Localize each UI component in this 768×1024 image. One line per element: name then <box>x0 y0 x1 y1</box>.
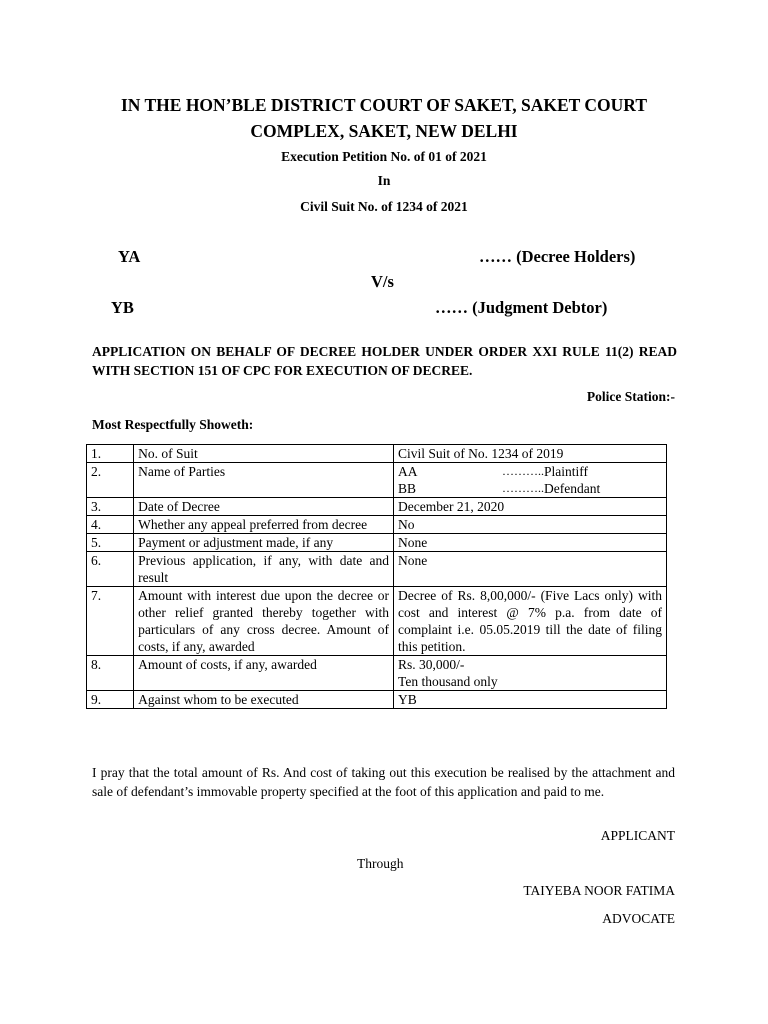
table-row <box>87 445 667 463</box>
party-entry <box>398 480 662 497</box>
court-title-line1: IN THE HON’BLE DISTRICT COURT OF SAKET, SAKET COURT <box>120 95 647 115</box>
versus-label: V/s <box>371 272 394 291</box>
row-number: 6. <box>87 552 134 587</box>
civil-suit-number: Civil Suit No. of 1234 of 2021 <box>300 199 468 214</box>
prayer-paragraph: I pray that the total amount of Rs. And cost of taking out this execution be realised by the attachment and sale of defendant’s immovable property specified at the foot of this application and paid to me. <box>92 765 675 799</box>
row-value: None <box>394 552 667 587</box>
row-label: Date of Decree <box>134 498 394 516</box>
court-title-line2: COMPLEX, SAKET, NEW DELHI <box>250 121 518 141</box>
party-name: BB <box>398 481 417 496</box>
advocate-name: TAIYEBA NOOR FATIMA <box>523 883 675 898</box>
application-heading: APPLICATION ON BEHALF OF DECREE HOLDER UNDER ORDER XXI RULE 11(2) READ WITH SECTION 151 OF CPC FOR EXECUTION OF DECREE. <box>92 344 677 378</box>
table-row <box>87 534 667 552</box>
table-row <box>87 516 667 534</box>
row-number: 8. <box>87 656 134 691</box>
costs-amount-words: Ten thousand only <box>398 674 498 689</box>
party-role: Defendant <box>544 481 601 496</box>
row-value: No <box>394 516 667 534</box>
row-label: No. of Suit <box>134 445 394 463</box>
row-number: 1. <box>87 445 134 463</box>
party-dots: ……….. <box>502 464 545 478</box>
row-number: 4. <box>87 516 134 534</box>
row-label: Against whom to be executed <box>134 691 394 709</box>
row-value: Civil Suit of No. 1234 of 2019 <box>394 445 667 463</box>
row-value <box>394 656 667 691</box>
table-row <box>87 587 667 656</box>
execution-petition-number: Execution Petition No. of 01 of 2021 <box>281 149 487 164</box>
costs-amount: Rs. 30,000/- <box>398 657 465 672</box>
through-label: Through <box>357 856 404 871</box>
party-dots: ……….. <box>502 481 545 495</box>
row-value: YB <box>394 691 667 709</box>
judgment-debtor-name: YB <box>111 298 134 317</box>
row-value-parties <box>394 463 667 498</box>
row-label: Name of Parties <box>134 463 394 498</box>
table-row <box>87 552 667 587</box>
party-name: AA <box>398 464 418 479</box>
row-label: Previous application, if any, with date and result <box>134 552 394 587</box>
party-role: Plaintiff <box>544 464 589 479</box>
police-station-label: Police Station:- <box>586 389 675 404</box>
judgment-debtor-role: …… (Judgment Debtor) <box>435 298 608 317</box>
row-label: Amount of costs, if any, awarded <box>134 656 394 691</box>
row-value: None <box>394 534 667 552</box>
applicant-label: APPLICANT <box>600 828 675 843</box>
row-value: December 21, 2020 <box>394 498 667 516</box>
execution-details-table <box>86 444 667 709</box>
row-number: 7. <box>87 587 134 656</box>
table-row <box>87 656 667 691</box>
table-row <box>87 498 667 516</box>
row-number: 9. <box>87 691 134 709</box>
table-row <box>87 463 667 498</box>
row-label: Whether any appeal preferred from decree <box>134 516 394 534</box>
decree-holder-name: YA <box>118 247 141 266</box>
row-value: Decree of Rs. 8,00,000/- (Five Lacs only) with cost and interest @ 7% p.a. from date of complaint i.e. 05.05.2019 till the date of filing this petition. <box>394 587 667 656</box>
row-number: 5. <box>87 534 134 552</box>
party-entry <box>398 463 662 480</box>
row-number: 2. <box>87 463 134 498</box>
row-label: Payment or adjustment made, if any <box>134 534 394 552</box>
advocate-title: ADVOCATE <box>602 911 675 926</box>
row-label: Amount with interest due upon the decree or other relief granted thereby together with particulars of any cross decree. Amount of costs, if any, awarded <box>134 587 394 656</box>
in-label: In <box>377 173 391 188</box>
row-number: 3. <box>87 498 134 516</box>
decree-holder-role: …… (Decree Holders) <box>479 247 636 266</box>
most-respectfully-showeth: Most Respectfully Showeth: <box>92 417 254 432</box>
table-row <box>87 691 667 709</box>
